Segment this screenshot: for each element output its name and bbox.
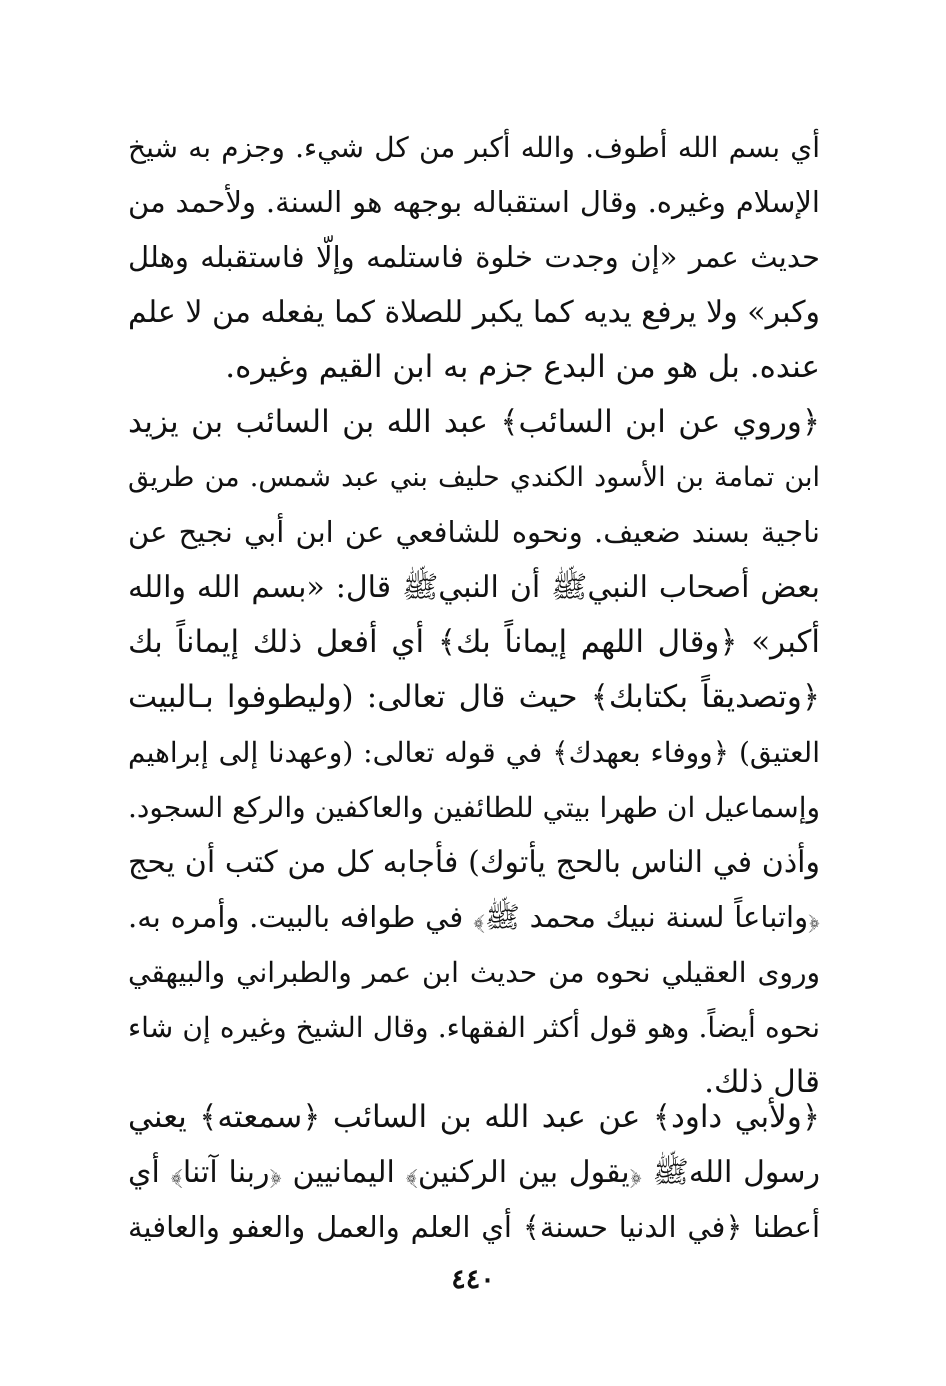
text-line: ﴿واتباعاً لسنة نبيك محمد ﷺ﴾ في طوافه بالبيت. وأمره به. <box>128 900 820 934</box>
text-line: وإسماعيل ان طهرا بيتي للطائفين والعاكفين والركع السجود. <box>128 791 820 824</box>
text-line: ﴿ولأبي داود﴾ عن عبد الله بن السائب ﴿سمعته﴾ يعني <box>128 1099 820 1135</box>
text-line: قال ذلك. <box>704 1064 820 1100</box>
text-line: وروى العقيلي نحوه من حديث ابن عمر والطبراني والبيهقي <box>128 956 820 989</box>
paragraph-2 <box>128 395 820 1110</box>
text-line: ﴿وتصديقاً بكتابك﴾ حيث قال تعالى: (وليطوفوا بـالبيت <box>128 679 820 715</box>
text-line: أكبر» ﴿وقال اللهم إيماناً بك﴾ أي أفعل ذلك إيماناً بك <box>128 624 820 660</box>
text-line: حديث عمر «إن وجدت خلوة فاستلمه وإلّا فاستقبله وهلل <box>128 240 820 274</box>
text-line: ناجية بسند ضعيف. ونحوه للشافعي عن ابن أبي نجيح عن <box>128 515 820 549</box>
text-line: الإسلام وغيره. وقال استقباله بوجهه هو السنة. ولأحمد من <box>128 185 820 219</box>
paragraph-1 <box>128 120 820 395</box>
text-line: ابن تمامة بن الأسود الكندي حليف بني عبد شمس. من طريق <box>128 462 820 493</box>
text-line: وأذن في الناس بالحج يأتوك) فأجابه كل من كتب أن يحج <box>128 845 820 880</box>
text-line: بعض أصحاب النبيﷺ أن النبيﷺ قال: «بسم الله والله <box>128 570 820 605</box>
text-line: وكبر» ولا يرفع يديه كما يكبر للصلاة كما يفعله من لا علم <box>128 295 820 330</box>
text-line: العتيق) ﴿ووفاء بعهدك﴾ في قوله تعالى: (وعهدنا إلى إبراهيم <box>128 736 820 769</box>
text-line: نحوه أيضاً. وهو قول أكثر الفقهاء. وقال الشيخ وغيره إن شاء <box>128 1011 820 1044</box>
text-line: ﴿وروي عن ابن السائب﴾ عبد الله بن السائب بن يزيد <box>128 404 820 440</box>
text-line: أي بسم الله أطوف. والله أكبر من كل شيء. وجزم به شيخ <box>128 131 820 164</box>
text-line: عنده. بل هو من البدع جزم به ابن القيم وغيره. <box>225 349 820 385</box>
text-line: رسول اللهﷺ ﴿يقول بين الركنين﴾ اليمانيين ﴿ربنا آتنا﴾ أي <box>128 1155 820 1190</box>
page-number: ٤٤٠ <box>451 1264 495 1295</box>
paragraph-3 <box>128 1090 820 1255</box>
text-line: أعطنا ﴿في الدنيا حسنة﴾ أي العلم والعمل والعفو والعافية <box>128 1210 820 1244</box>
